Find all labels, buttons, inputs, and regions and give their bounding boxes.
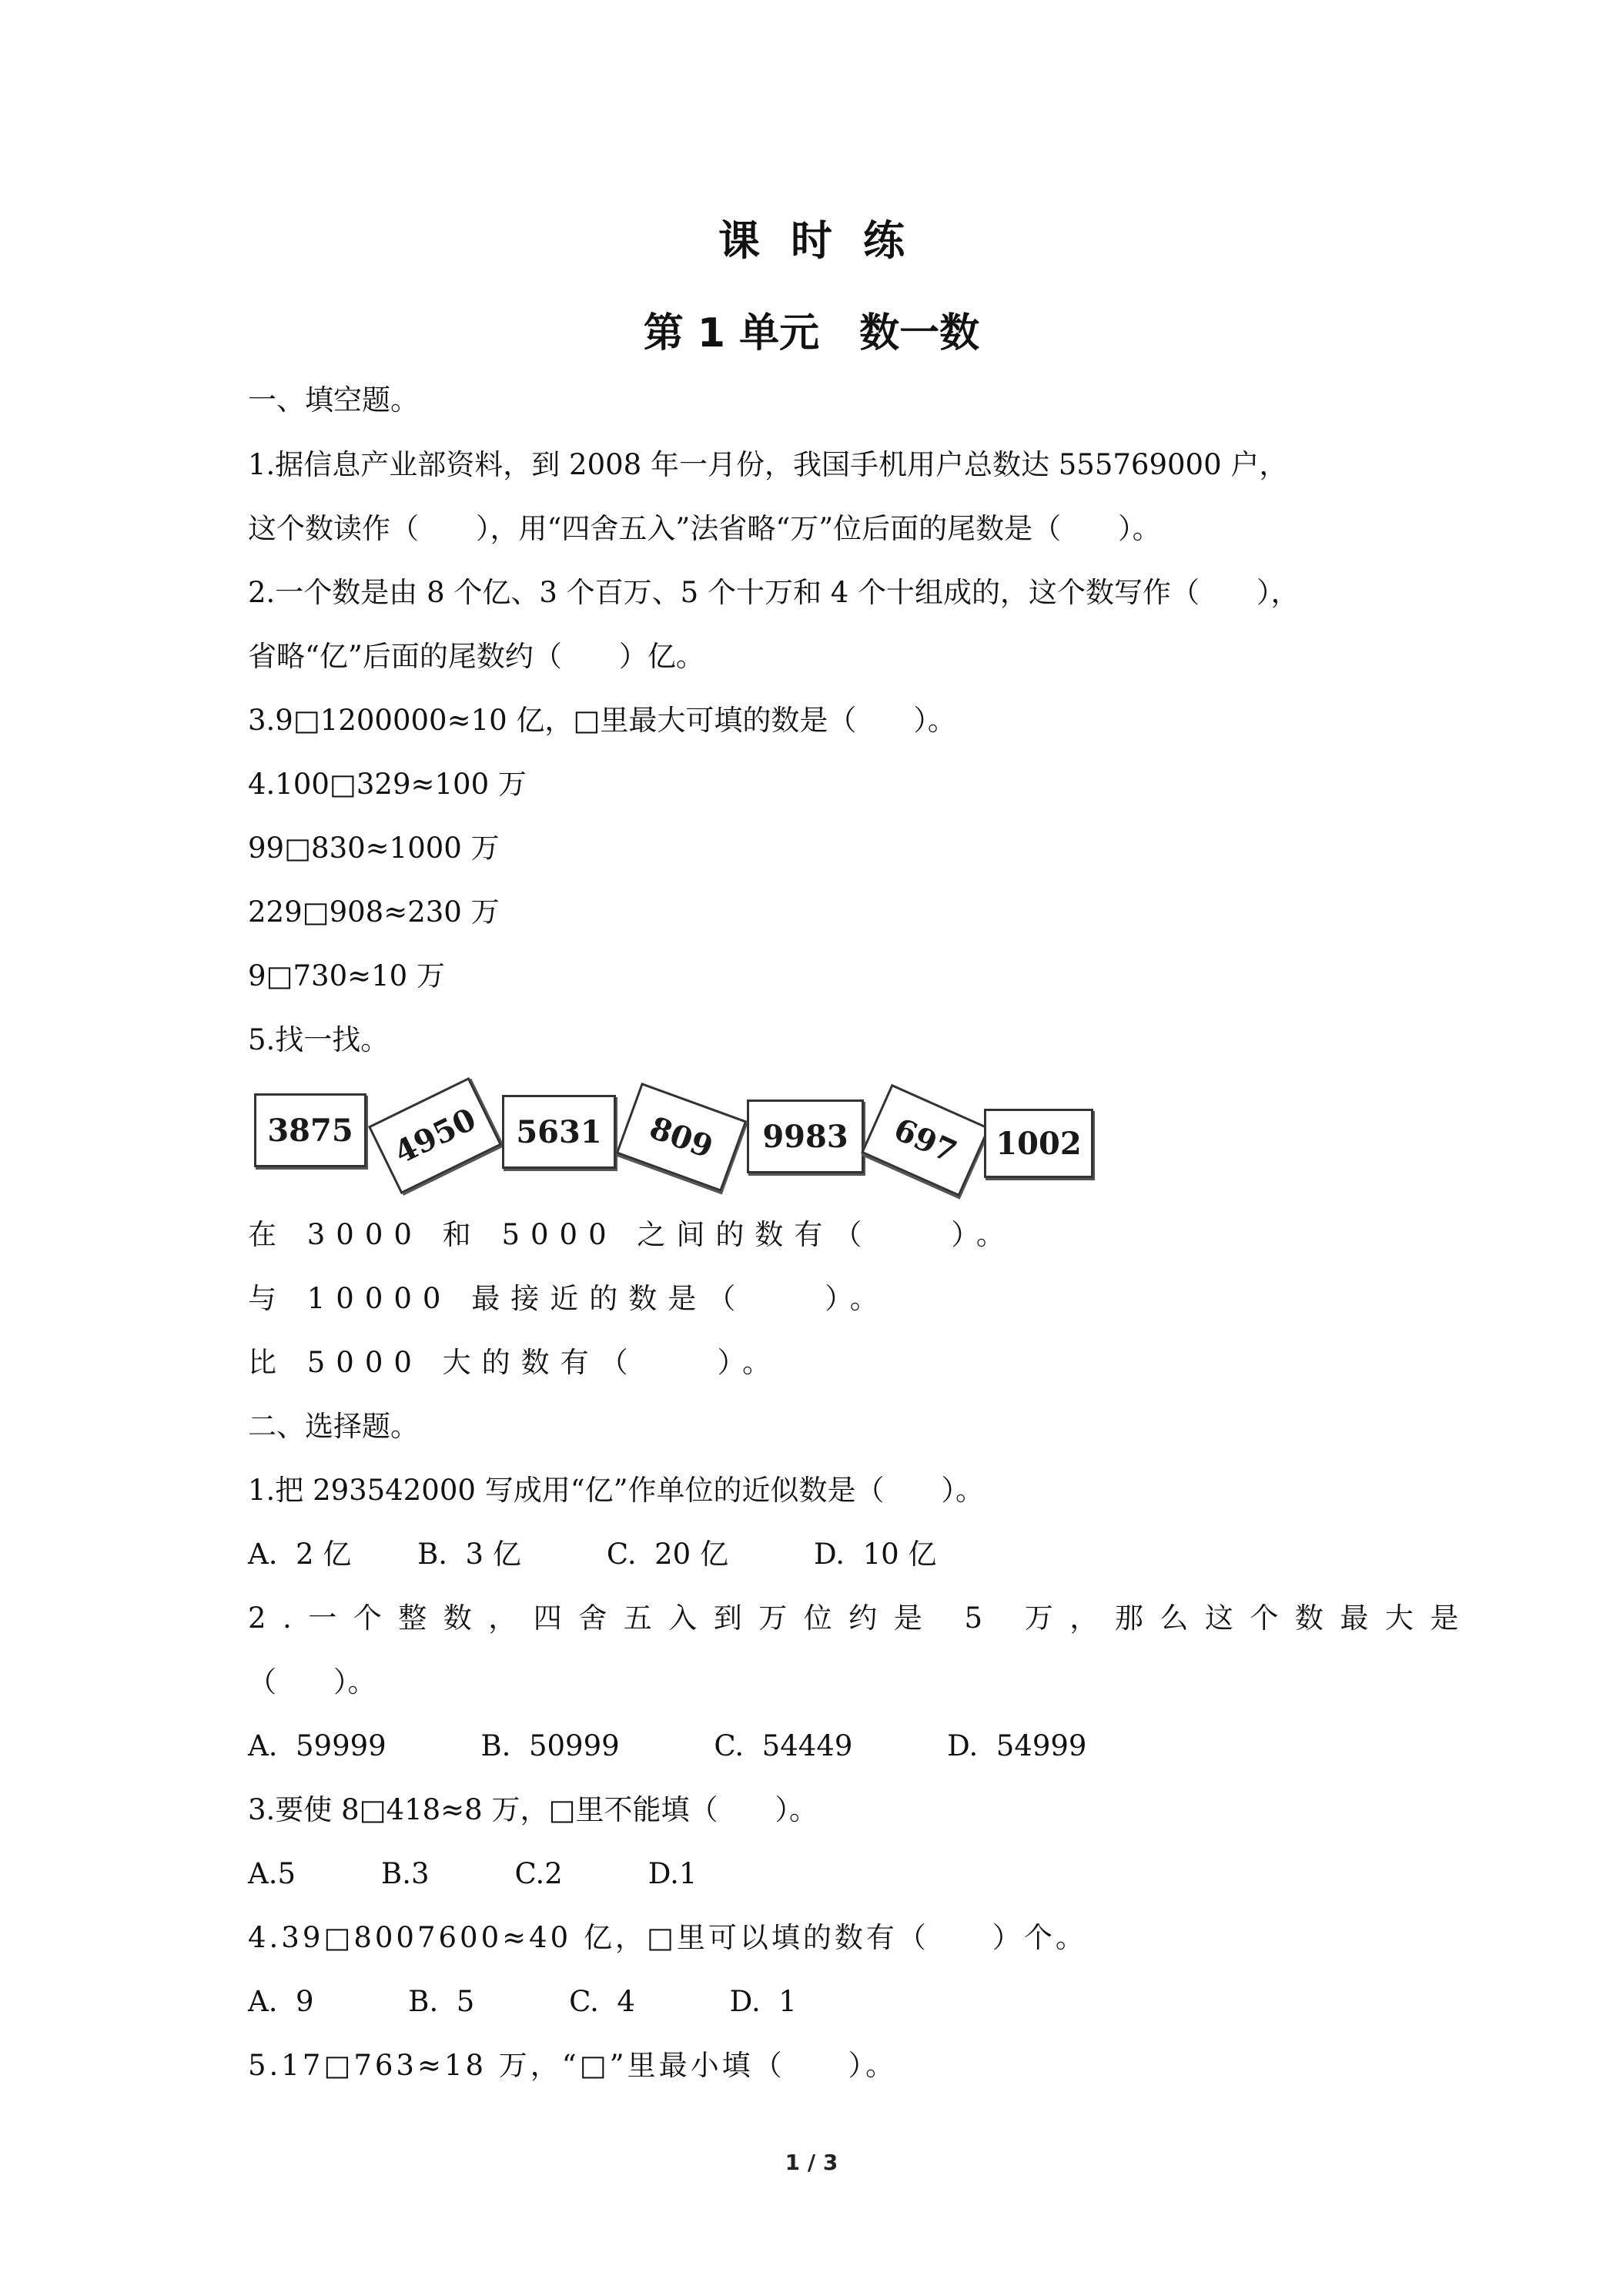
section-heading-fill-blank: 一、填空题。 <box>248 383 419 417</box>
question-5-c: 比 5000 大的数有（ ）。 <box>248 1346 782 1379</box>
number-card: 809 <box>616 1083 748 1192</box>
question-1-line-1: 1.据信息产业部资料，到 2008 年一月份，我国手机用户总数达 555769000 户， <box>248 448 1288 481</box>
mc-question-2-line-1: 2.一个整数，四舍五入到万位约是 5 万，那么这个数最大是 <box>248 1602 1475 1635</box>
mc-question-2-options: A. 59999 B. 50999 C. 54449 D. 54999 <box>248 1729 1087 1762</box>
number-card: 5631 <box>502 1095 616 1169</box>
mc-question-3-options: A.5 B.3 C.2 D.1 <box>248 1857 698 1890</box>
question-2-line-1: 2.一个数是由 8 个亿、3 个百万、5 个十万和 4 个十组成的，这个数写作（ ）， <box>248 576 1300 609</box>
number-card: 4950 <box>368 1077 502 1194</box>
mc-question-4: 4.39□8007600≈40 亿，□里可以填的数有（ ）个。 <box>248 1921 1087 1954</box>
question-1-line-2: 这个数读作（ ），用“四舍五入”法省略“万”位后面的尾数是（ ）。 <box>248 512 1161 545</box>
question-4-c: 229□908≈230 万 <box>248 895 500 929</box>
page-number: 1 / 3 <box>785 2150 838 2175</box>
page-title: 课时练 <box>718 216 935 265</box>
number-card: 697 <box>861 1084 990 1197</box>
question-3: 3.9□1200000≈10 亿，□里最大可填的数是（ ）。 <box>248 704 956 737</box>
mc-question-5: 5.17□763≈18 万，“□”里最小填（ ）。 <box>248 2049 898 2082</box>
number-card: 1002 <box>984 1109 1093 1178</box>
question-5-b: 与 10000 最接近的数是（ ）。 <box>248 1282 889 1315</box>
mc-question-4-options: A. 9 B. 5 C. 4 D. 1 <box>248 1985 797 2018</box>
mc-question-2-line-2: （ ）。 <box>248 1665 376 1699</box>
question-5-a: 在 3000 和 5000 之间的数有（ ）。 <box>248 1218 1016 1251</box>
number-card: 3875 <box>254 1093 366 1167</box>
mc-question-1: 1.把 293542000 写成用“亿”作单位的近似数是（ ）。 <box>248 1474 985 1507</box>
number-cards-image <box>248 1076 1095 1207</box>
question-4-b: 99□830≈1000 万 <box>248 832 500 865</box>
question-4-a: 4.100□329≈100 万 <box>248 768 527 801</box>
mc-question-3: 3.要使 8□418≈8 万，□里不能填（ ）。 <box>248 1793 818 1826</box>
question-2-line-2: 省略“亿”后面的尾数约（ ）亿。 <box>248 640 704 673</box>
unit-subtitle: 第 1 单元 数一数 <box>643 310 980 356</box>
question-4-d: 9□730≈10 万 <box>248 959 445 992</box>
question-5: 5.找一找。 <box>248 1023 390 1056</box>
number-card: 9983 <box>747 1099 864 1173</box>
mc-question-1-options: A. 2 亿 B. 3 亿 C. 20 亿 D. 10 亿 <box>248 1538 937 1571</box>
section-heading-multiple-choice: 二、选择题。 <box>248 1410 419 1443</box>
